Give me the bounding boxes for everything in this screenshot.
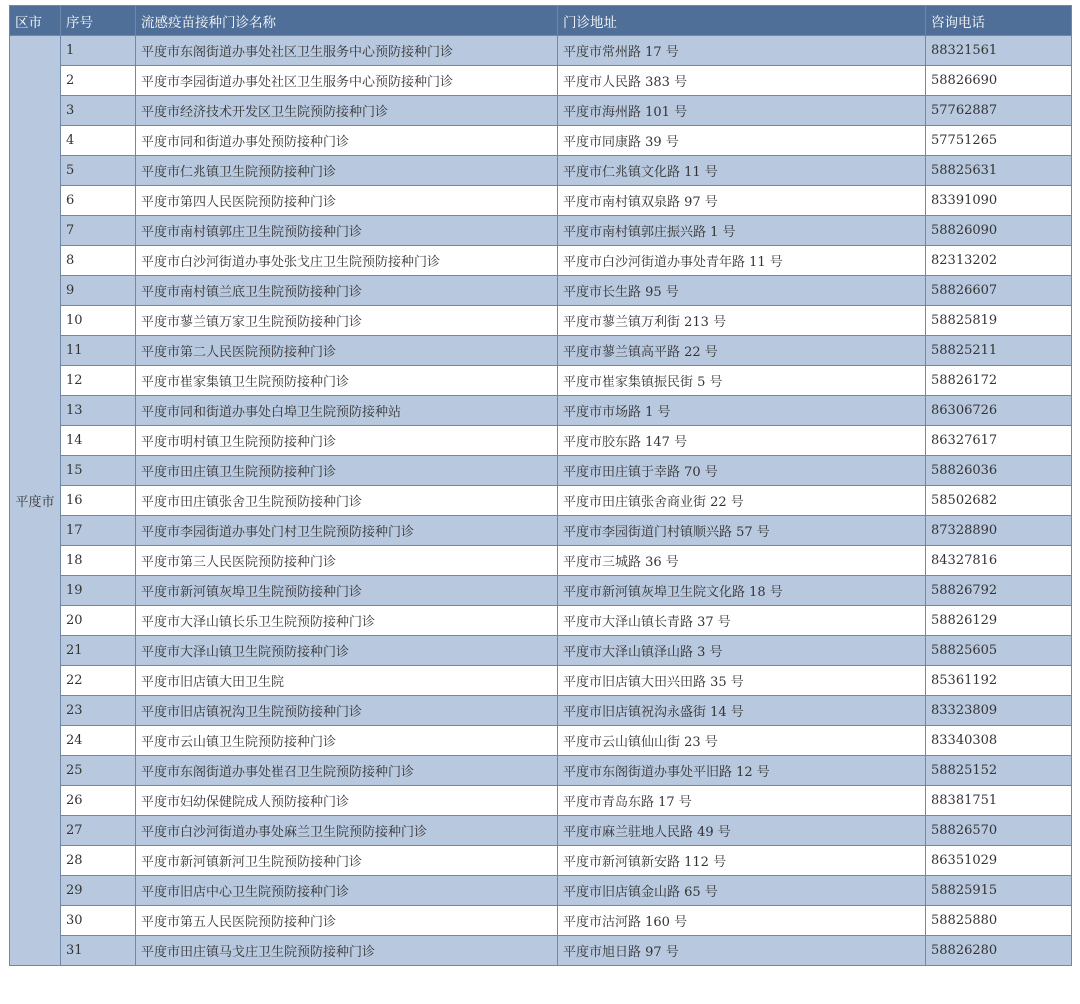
phone-cell: 58826036	[926, 456, 1072, 486]
header-phone: 咨询电话	[926, 6, 1072, 36]
serial-number-cell: 21	[61, 636, 136, 666]
clinic-address-cell: 平度市崔家集镇振民街 5 号	[558, 366, 926, 396]
clinic-address-cell: 平度市市场路 1 号	[558, 396, 926, 426]
table-row	[10, 276, 1072, 306]
serial-number-cell: 13	[61, 396, 136, 426]
clinic-address-cell: 平度市大泽山镇长青路 37 号	[558, 606, 926, 636]
phone-cell: 58826570	[926, 816, 1072, 846]
phone-cell: 58826090	[926, 216, 1072, 246]
table-row	[10, 306, 1072, 336]
serial-number-cell: 11	[61, 336, 136, 366]
serial-number-cell: 24	[61, 726, 136, 756]
header-clinic-address: 门诊地址	[558, 6, 926, 36]
serial-number-cell: 20	[61, 606, 136, 636]
phone-cell: 57762887	[926, 96, 1072, 126]
header-serial-number: 序号	[61, 6, 136, 36]
serial-number-cell: 15	[61, 456, 136, 486]
clinic-address-cell: 平度市旭日路 97 号	[558, 936, 926, 966]
phone-cell: 83340308	[926, 726, 1072, 756]
serial-number-cell: 31	[61, 936, 136, 966]
clinic-address-cell: 平度市南村镇郭庄振兴路 1 号	[558, 216, 926, 246]
phone-cell: 58825631	[926, 156, 1072, 186]
table-row	[10, 576, 1072, 606]
clinic-address-cell: 平度市新河镇灰埠卫生院文化路 18 号	[558, 576, 926, 606]
clinic-name-cell: 平度市田庄镇卫生院预防接种门诊	[136, 456, 558, 486]
clinic-name-cell: 平度市蓼兰镇万家卫生院预防接种门诊	[136, 306, 558, 336]
serial-number-cell: 6	[61, 186, 136, 216]
table-row	[10, 936, 1072, 966]
table-row	[10, 516, 1072, 546]
serial-number-cell: 5	[61, 156, 136, 186]
serial-number-cell: 12	[61, 366, 136, 396]
clinic-address-cell: 平度市蓼兰镇万利街 213 号	[558, 306, 926, 336]
serial-number-cell: 28	[61, 846, 136, 876]
clinic-address-cell: 平度市青岛东路 17 号	[558, 786, 926, 816]
clinic-address-cell: 平度市云山镇仙山街 23 号	[558, 726, 926, 756]
clinic-name-cell: 平度市新河镇新河卫生院预防接种门诊	[136, 846, 558, 876]
phone-cell: 58825880	[926, 906, 1072, 936]
table-row	[10, 126, 1072, 156]
phone-cell: 58502682	[926, 486, 1072, 516]
phone-cell: 58825915	[926, 876, 1072, 906]
phone-cell: 83391090	[926, 186, 1072, 216]
serial-number-cell: 9	[61, 276, 136, 306]
phone-cell: 84327816	[926, 546, 1072, 576]
clinic-address-cell: 平度市东阁街道办事处平旧路 12 号	[558, 756, 926, 786]
table-row	[10, 756, 1072, 786]
table-row	[10, 336, 1072, 366]
clinic-address-cell: 平度市新河镇新安路 112 号	[558, 846, 926, 876]
clinic-name-cell: 平度市新河镇灰埠卫生院预防接种门诊	[136, 576, 558, 606]
serial-number-cell: 17	[61, 516, 136, 546]
phone-cell: 58825152	[926, 756, 1072, 786]
table-row	[10, 66, 1072, 96]
clinic-name-cell: 平度市白沙河街道办事处麻兰卫生院预防接种门诊	[136, 816, 558, 846]
table-row	[10, 816, 1072, 846]
serial-number-cell: 26	[61, 786, 136, 816]
clinic-name-cell: 平度市旧店镇大田卫生院	[136, 666, 558, 696]
phone-cell: 58825819	[926, 306, 1072, 336]
serial-number-cell: 19	[61, 576, 136, 606]
table-row	[10, 696, 1072, 726]
clinic-address-cell: 平度市沽河路 160 号	[558, 906, 926, 936]
serial-number-cell: 14	[61, 426, 136, 456]
serial-number-cell: 2	[61, 66, 136, 96]
serial-number-cell: 8	[61, 246, 136, 276]
clinic-name-cell: 平度市云山镇卫生院预防接种门诊	[136, 726, 558, 756]
table-row	[10, 486, 1072, 516]
table-row	[10, 726, 1072, 756]
phone-cell: 57751265	[926, 126, 1072, 156]
clinic-name-cell: 平度市田庄镇马戈庄卫生院预防接种门诊	[136, 936, 558, 966]
clinic-address-cell: 平度市田庄镇于幸路 70 号	[558, 456, 926, 486]
table-row	[10, 156, 1072, 186]
table-row	[10, 396, 1072, 426]
clinic-name-cell: 平度市第四人民医院预防接种门诊	[136, 186, 558, 216]
phone-cell: 58826172	[926, 366, 1072, 396]
clinic-name-cell: 平度市同和街道办事处预防接种门诊	[136, 126, 558, 156]
clinic-address-cell: 平度市三城路 36 号	[558, 546, 926, 576]
clinic-address-cell: 平度市南村镇双泉路 97 号	[558, 186, 926, 216]
clinic-address-cell: 平度市仁兆镇文化路 11 号	[558, 156, 926, 186]
clinic-name-cell: 平度市东阁街道办事处崔召卫生院预防接种门诊	[136, 756, 558, 786]
clinic-address-cell: 平度市旧店镇金山路 65 号	[558, 876, 926, 906]
table-row	[10, 186, 1072, 216]
clinic-address-cell: 平度市常州路 17 号	[558, 36, 926, 66]
table-row	[10, 666, 1072, 696]
phone-cell: 86306726	[926, 396, 1072, 426]
phone-cell: 88381751	[926, 786, 1072, 816]
table-header	[10, 6, 1072, 36]
clinic-name-cell: 平度市李园街道办事处社区卫生服务中心预防接种门诊	[136, 66, 558, 96]
serial-number-cell: 18	[61, 546, 136, 576]
clinic-name-cell: 平度市第五人民医院预防接种门诊	[136, 906, 558, 936]
table-row	[10, 246, 1072, 276]
phone-cell: 86327617	[926, 426, 1072, 456]
clinic-name-cell: 平度市李园街道办事处门村卫生院预防接种门诊	[136, 516, 558, 546]
clinic-name-cell: 平度市南村镇郭庄卫生院预防接种门诊	[136, 216, 558, 246]
clinic-name-cell: 平度市南村镇兰底卫生院预防接种门诊	[136, 276, 558, 306]
district-cell: 平度市	[10, 36, 61, 966]
clinic-address-cell: 平度市田庄镇张舍商业街 22 号	[558, 486, 926, 516]
phone-cell: 58826280	[926, 936, 1072, 966]
clinic-name-cell: 平度市东阁街道办事处社区卫生服务中心预防接种门诊	[136, 36, 558, 66]
serial-number-cell: 3	[61, 96, 136, 126]
phone-cell: 85361192	[926, 666, 1072, 696]
clinic-name-cell: 平度市旧店镇祝沟卫生院预防接种门诊	[136, 696, 558, 726]
serial-number-cell: 4	[61, 126, 136, 156]
table-row	[10, 546, 1072, 576]
clinic-name-cell: 平度市田庄镇张舍卫生院预防接种门诊	[136, 486, 558, 516]
clinic-address-cell: 平度市同康路 39 号	[558, 126, 926, 156]
clinic-name-cell: 平度市妇幼保健院成人预防接种门诊	[136, 786, 558, 816]
serial-number-cell: 29	[61, 876, 136, 906]
serial-number-cell: 1	[61, 36, 136, 66]
serial-number-cell: 10	[61, 306, 136, 336]
clinic-address-cell: 平度市胶东路 147 号	[558, 426, 926, 456]
clinic-address-cell: 平度市海州路 101 号	[558, 96, 926, 126]
table-row	[10, 846, 1072, 876]
clinic-name-cell: 平度市大泽山镇卫生院预防接种门诊	[136, 636, 558, 666]
clinic-name-cell: 平度市第二人民医院预防接种门诊	[136, 336, 558, 366]
table-row	[10, 426, 1072, 456]
vaccination-clinic-table	[9, 5, 1072, 966]
table-row	[10, 906, 1072, 936]
phone-cell: 58825605	[926, 636, 1072, 666]
serial-number-cell: 23	[61, 696, 136, 726]
clinic-address-cell: 平度市旧店镇大田兴田路 35 号	[558, 666, 926, 696]
header-district: 区市	[10, 6, 61, 36]
table-row	[10, 456, 1072, 486]
clinic-name-cell: 平度市大泽山镇长乐卫生院预防接种门诊	[136, 606, 558, 636]
clinic-address-cell: 平度市白沙河街道办事处青年路 11 号	[558, 246, 926, 276]
table-row	[10, 606, 1072, 636]
clinic-name-cell: 平度市同和街道办事处白埠卫生院预防接种站	[136, 396, 558, 426]
serial-number-cell: 22	[61, 666, 136, 696]
phone-cell: 83323809	[926, 696, 1072, 726]
clinic-address-cell: 平度市蓼兰镇高平路 22 号	[558, 336, 926, 366]
clinic-name-cell: 平度市经济技术开发区卫生院预防接种门诊	[136, 96, 558, 126]
clinic-name-cell: 平度市仁兆镇卫生院预防接种门诊	[136, 156, 558, 186]
table-body	[10, 36, 1072, 966]
table-row	[10, 876, 1072, 906]
clinic-name-cell: 平度市第三人民医院预防接种门诊	[136, 546, 558, 576]
serial-number-cell: 25	[61, 756, 136, 786]
header-row	[10, 6, 1072, 36]
clinic-name-cell: 平度市旧店中心卫生院预防接种门诊	[136, 876, 558, 906]
clinic-address-cell: 平度市长生路 95 号	[558, 276, 926, 306]
clinic-address-cell: 平度市大泽山镇泽山路 3 号	[558, 636, 926, 666]
serial-number-cell: 30	[61, 906, 136, 936]
table-row	[10, 36, 1072, 66]
header-clinic-name: 流感疫苗接种门诊名称	[136, 6, 558, 36]
serial-number-cell: 16	[61, 486, 136, 516]
clinic-name-cell: 平度市白沙河街道办事处张戈庄卫生院预防接种门诊	[136, 246, 558, 276]
phone-cell: 58826792	[926, 576, 1072, 606]
phone-cell: 58826690	[926, 66, 1072, 96]
table-row	[10, 216, 1072, 246]
table-row	[10, 786, 1072, 816]
serial-number-cell: 7	[61, 216, 136, 246]
phone-cell: 86351029	[926, 846, 1072, 876]
clinic-name-cell: 平度市明村镇卫生院预防接种门诊	[136, 426, 558, 456]
clinic-name-cell: 平度市崔家集镇卫生院预防接种门诊	[136, 366, 558, 396]
phone-cell: 58825211	[926, 336, 1072, 366]
clinic-address-cell: 平度市李园街道门村镇顺兴路 57 号	[558, 516, 926, 546]
phone-cell: 58826129	[926, 606, 1072, 636]
table-row	[10, 366, 1072, 396]
phone-cell: 87328890	[926, 516, 1072, 546]
clinic-address-cell: 平度市麻兰驻地人民路 49 号	[558, 816, 926, 846]
phone-cell: 58826607	[926, 276, 1072, 306]
table-row	[10, 96, 1072, 126]
serial-number-cell: 27	[61, 816, 136, 846]
table-row	[10, 636, 1072, 666]
vaccination-clinic-table-container	[9, 5, 1071, 966]
phone-cell: 88321561	[926, 36, 1072, 66]
clinic-address-cell: 平度市旧店镇祝沟永盛街 14 号	[558, 696, 926, 726]
clinic-address-cell: 平度市人民路 383 号	[558, 66, 926, 96]
phone-cell: 82313202	[926, 246, 1072, 276]
